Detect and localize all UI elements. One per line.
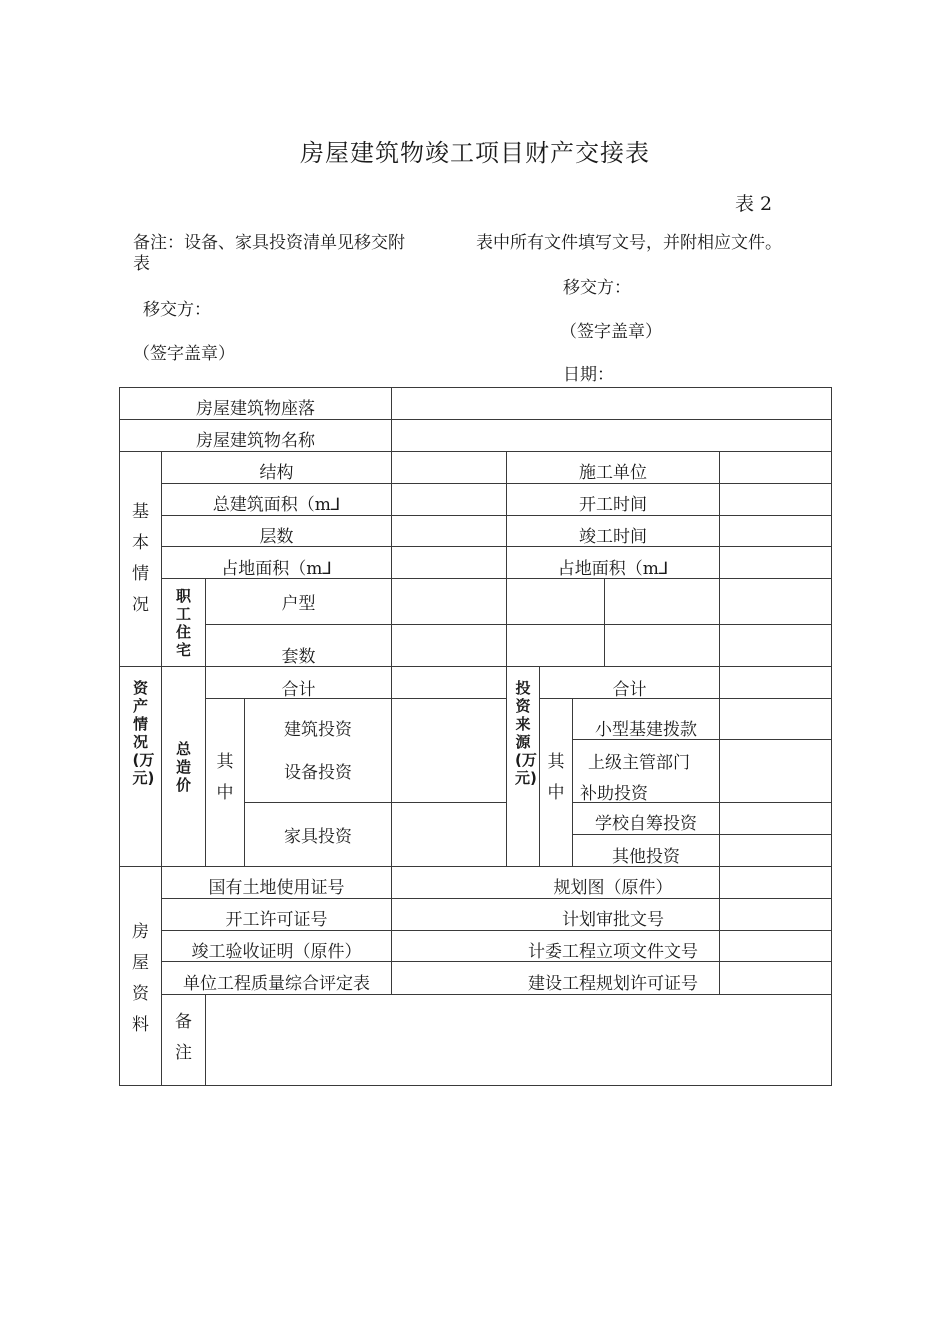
basic-info-group (120, 452, 161, 666)
structure-label: 结构 (259, 462, 294, 483)
unit-type-label: 户型 (281, 593, 316, 614)
remarks-cell (162, 995, 205, 1085)
start-permit-label: 开工许可证号 (225, 909, 328, 930)
table-number: 表 2 (735, 193, 773, 215)
assets-subtotal-label: 合计 (281, 679, 316, 700)
structure-value[interactable] (392, 452, 506, 483)
contractor-value[interactable] (720, 452, 831, 483)
assets-group-label: 资产情况(万元) (132, 679, 155, 787)
total-area-label: 总建筑面积（m⅃ (212, 494, 341, 515)
left-party-label: 移交方： (143, 300, 211, 320)
staff-housing-group (162, 579, 205, 666)
note-left-line1: 备注：设备、家具投资清单见移交附 (133, 233, 405, 253)
furniture-label: 家具投资 (284, 826, 352, 847)
project-doc-label: 计委工程立项文件文号 (528, 941, 698, 962)
acceptance-cert-label: 竣工验收证明（原件） (191, 941, 362, 962)
plan-approval-label: 计划审批文号 (562, 909, 664, 930)
right-party-sign: （签字盖章） (560, 322, 662, 342)
note-left-line2: 表 (133, 254, 150, 274)
assets-of-which (206, 699, 244, 866)
right-party-label: 移交方： (563, 278, 631, 298)
location-label: 房屋建筑物座落 (196, 398, 315, 419)
docs-group (120, 867, 161, 1085)
finish-time-label: 竣工时间 (579, 526, 647, 547)
planning-permit-label: 建设工程规划许可证号 (528, 973, 698, 994)
note-right: 表中所有文件填写文号，并附相应文件。 (476, 233, 782, 253)
remarks-label: 备注 (175, 1012, 192, 1063)
funding-of-which (540, 699, 572, 866)
docs-group-label: 房屋资料 (132, 922, 149, 1035)
basic-info-group-label: 基本情况 (132, 502, 149, 615)
contractor-label: 施工单位 (579, 462, 647, 483)
total-cost-group (162, 667, 205, 866)
land-area-label: 占地面积（m⅃ (221, 558, 332, 579)
left-party-sign: （签字盖章） (133, 344, 235, 364)
superior-label-line2: 补助投资 (580, 784, 648, 804)
superior-label-line1: 上级主管部门 (588, 753, 690, 773)
location-value[interactable] (392, 388, 831, 419)
floors-label: 层数 (259, 526, 294, 547)
page-title: 房屋建筑物竣工项目财产交接表 (300, 139, 650, 167)
remarks-value[interactable] (206, 995, 831, 1085)
name-value[interactable] (392, 420, 831, 451)
other-funding-label: 其他投资 (612, 846, 680, 867)
quality-eval-label: 单位工程质量综合评定表 (183, 973, 370, 994)
funding-group-label: 投资来源(万元) (515, 679, 537, 787)
small-capital-label: 小型基建拨款 (595, 719, 697, 740)
total-cost-label: 总造价 (175, 739, 191, 794)
assets-of-which-label: 其中 (216, 751, 234, 803)
funding-subtotal-label: 合计 (612, 679, 647, 700)
assets-group (120, 667, 161, 866)
funding-of-which-label: 其中 (547, 751, 565, 803)
school-self-label: 学校自筹投资 (595, 813, 697, 834)
start-time-label: 开工时间 (579, 494, 647, 515)
land-cert-label: 国有土地使用证号 (208, 877, 345, 898)
plan-drawing-label: 规划图（原件） (553, 877, 673, 898)
staff-housing-label: 职工住宅 (175, 586, 191, 659)
right-party-date: 日期： (563, 365, 614, 385)
funding-group (507, 667, 539, 866)
equipment-label: 设备投资 (284, 762, 352, 783)
units-label: 套数 (281, 646, 316, 667)
land-area-right-label: 占地面积（m⅃ (557, 558, 669, 579)
name-label: 房屋建筑物名称 (196, 430, 315, 451)
construction-label: 建筑投资 (284, 719, 352, 740)
